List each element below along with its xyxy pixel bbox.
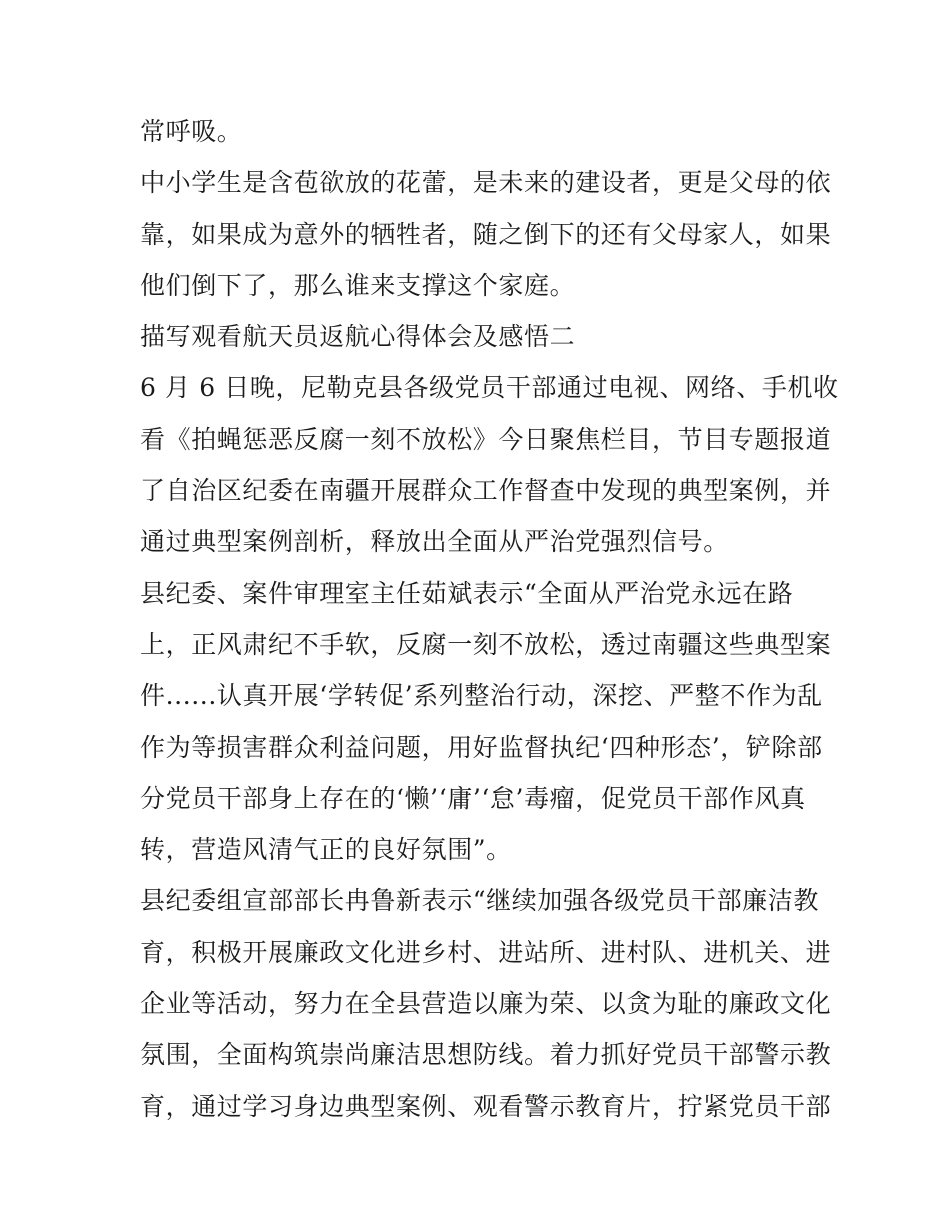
text-line: 中小学生是含苞欲放的花蕾，是未来的建设者，更是父母的依 (140, 168, 832, 198)
text-line: 育，积极开展廉政文化进乡村、进站所、进村队、进机关、进 (140, 937, 832, 967)
text-line: 通过典型案例剖析，释放出全面从严治党强烈信号。 (140, 527, 729, 557)
text-line: 件......认真开展‘学转促’系列整治行动，深挖、严整不作为乱 (140, 681, 823, 711)
text-line: 作为等损害群众利益问题，用好监督执纪‘四种形态’，铲除部 (140, 732, 823, 762)
text-line: 县纪委、案件审理室主任茹斌表示“全面从严治党永远在路 (140, 578, 794, 608)
text-line: 氛围，全面构筑崇尚廉洁思想防线。着力抓好党员干部警示教 (140, 1040, 832, 1070)
text-line: 靠，如果成为意外的牺牲者，随之倒下的还有父母家人，如果 (140, 219, 832, 249)
text-line: 常呼吸。 (140, 117, 243, 146)
text-line: 看《拍蝇惩恶反腐一刻不放松》今日聚焦栏目，节目专题报道 (140, 424, 832, 454)
text-line: 县纪委组宣部部长冉鲁新表示“继续加强各级党员干部廉洁教 (140, 886, 819, 916)
section-heading: 描写观看航天员返航心得体会及感悟二 (140, 322, 576, 352)
text-line: 6 月 6 日晚，尼勒克县各级党员干部通过电视、网络、手机收 (140, 373, 839, 403)
text-line: 上，正风肃纪不手软，反腐一刻不放松，透过南疆这些典型案 (140, 629, 832, 659)
text-line: 企业等活动，努力在全县营造以廉为荣、以贪为耻的廉政文化 (140, 989, 832, 1019)
text-line: 转，营造风清气正的良好氛围”。 (140, 835, 512, 865)
text-line: 了自治区纪委在南疆开展群众工作督查中发现的典型案例，并 (140, 476, 832, 506)
text-line: 分党员干部身上存在的‘懒’‘庸’‘怠’毒瘤，促党员干部作风真 (140, 783, 806, 813)
document-body (140, 106, 839, 1132)
text-line: 育，通过学习身边典型案例、观看警示教育片，拧紧党员干部 (140, 1091, 832, 1121)
text-line: 他们倒下了，那么谁来支撑这个家庭。 (140, 270, 576, 300)
